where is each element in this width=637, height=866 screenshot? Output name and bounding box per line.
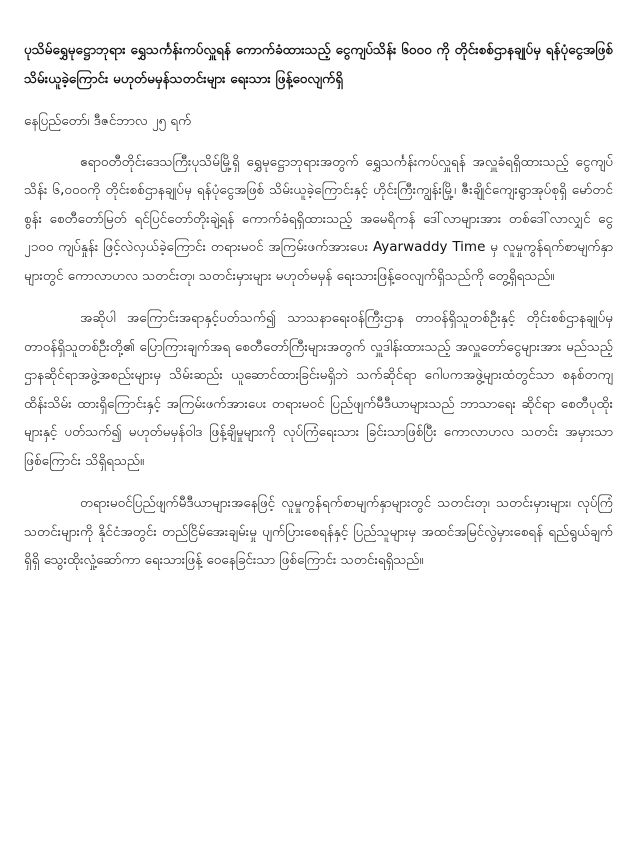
article-paragraph-3: တရားမဝင်ပြည်ဖျက်မီဒီယာများအနေဖြင့် လူမှုကွန်ရက်စာမျက်နှာများတွင် သတင်းတု၊ သတင်းမှားများ၊ လုပ်ကြံသတင်းများကို နိုင်ငံအတွင်း တည်ငြိမ်အေးချမ်းမှု ပျက်ပြားစေရန်နှင့် ပြည်သူများမှ အထင်အမြင်လွဲမှားစေရန် ရည်ရွယ်ချက်ရှိရှိ သွေးထိုးလှုံ့ဆော်ကာ ရေးသားဖြန့် ဝေနေခြင်းသာ ဖြစ်ကြောင်း သတင်းရရှိသည်။ xyxy=(24,495,613,568)
article-paragraph-2: အဆိုပါ အကြောင်းအရာနှင့်ပတ်သက်၍ သာသနာရေးဝန်ကြီးဌာန တာဝန်ရှိသူတစ်ဦးနှင့် တိုင်းစစ်ဌာနချုပ်မှ တာဝန်ရှိသူတစ်ဦးတို့၏ ပြောကြားချက်အရ စေတီတော်ကြီးများအတွက် လှူဒါန်းထားသည့် အလှူတော်ငွေများအား မည်သည့်ဌာနဆိုင်ရာအဖွဲ့အစည်းများမှ သိမ်းဆည်း ယူဆောင်ထားခြင်းမရှိဘဲ သက်ဆိုင်ရာ ဂေါပကအဖွဲ့များထံတွင်သာ စနစ်တကျ ထိန်းသိမ်း ထားရှိကြောင်းနှင့် အကြမ်းဖက်အားပေး တရားမဝင် ပြည်ဖျက်မီဒီယာများသည် ဘာသာရေး ဆိုင်ရာ စေတီပုထိုးများနှင့် ပတ်သက်၍ မဟုတ်မမှန်ဝါဒ ဖြန့်ချိမှုများကို လုပ်ကြံရေးသား ခြင်းသာဖြစ်ပြီး ကောလာဟလ သတင်း အမှားသာဖြစ်ကြောင်း သိရှိရသည်။ xyxy=(24,310,613,469)
article-headline: ပုသိမ်ရွှေမုဋ္ဌောဘုရား ရွှေသင်္ကန်းကပ်လှူရန် ကောက်ခံထားသည့် ငွေကျပ်သိန်း ၆၀၀၀ ကို တိုင်းစစ်ဌာနချုပ်မှ ရန်ပုံငွေအဖြစ်သိမ်းယူခဲ့ကြောင်း မဟုတ်မမှန်သတင်းများ ရေးသား ဖြန့်ဝေလျက်ရှိ xyxy=(24,42,613,87)
article-paragraph-1: ဧရာဝတီတိုင်းဒေသကြီးပုသိမ်မြို့ရှိ ရွှေမုဋ္ဌောဘုရားအတွက် ရွှေသင်္ကန်းကပ်လှူရန် အလှူခံရရှိထားသည့် ငွေကျပ် သိန်း ၆,၀၀၀ကို တိုင်းစစ်ဌာနချုပ်မှ ရန်ပုံငွေအဖြစ် သိမ်းယူခဲ့ကြောင်းနှင့် ဟိုင်းကြီးကျွန်းမြို့၊ ဇီးချိုင်ကျေးရွာအုပ်စုရှိ မော်တင်စွန်း စေတီတော်မြတ် ရင်ပြင်တော်တိုးချဲ့ရန် ကောက်ခံရရှိထားသည့် အမေရိကန် ဒေါ်လာများအား တစ်ဒေါ်လာလျှင် ငွေ ၂၁၀၀ ကျပ်နှုန်း ဖြင့်လဲလှယ်ခဲ့ကြောင်း တရားမဝင် အကြမ်းဖက်အားပေး Ayarwaddy Time မှ လူမှုကွန်ရက်စာမျက်နှာများတွင် ကောလာဟလ သတင်းတု၊ သတင်းမှားများ မဟုတ်မမှန် ရေးသားဖြန့်ဝေလျက်ရှိသည်ကို တွေ့ရှိရသည်။ xyxy=(24,153,613,284)
article-dateline: နေပြည်တော်၊ ဒီဇင်ဘာလ ၂၅ ရက် xyxy=(24,113,192,129)
